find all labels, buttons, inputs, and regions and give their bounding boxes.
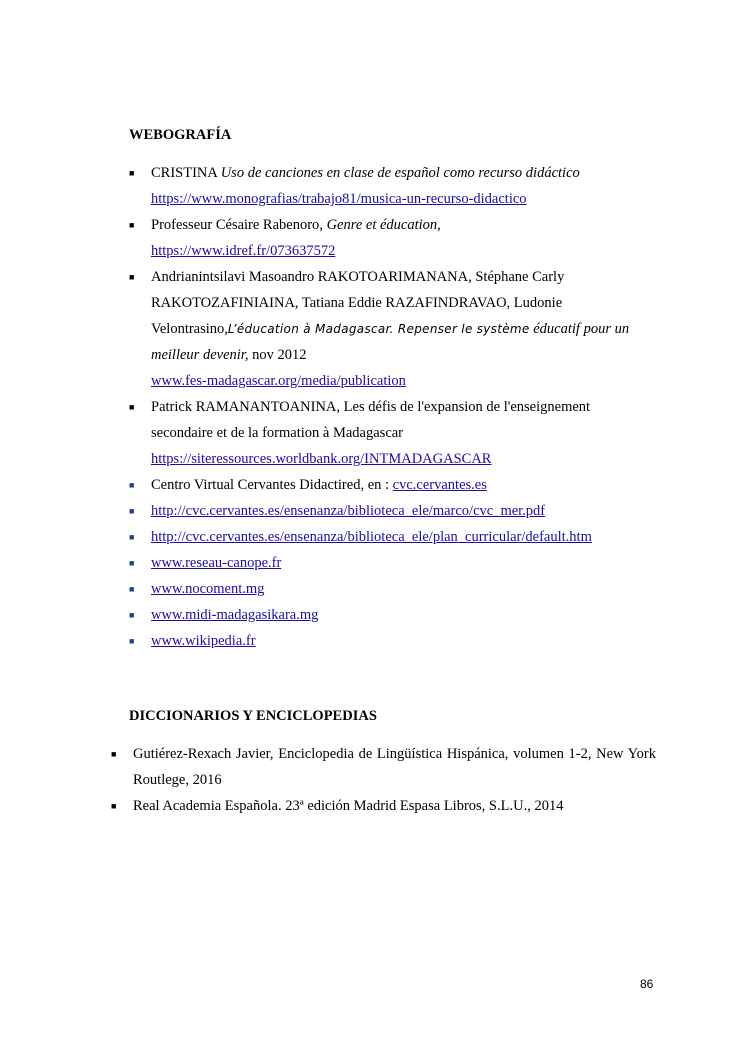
entry-link[interactable]: https://www.monografias/trabajo81/musica-un-recurso-didactico <box>151 191 527 207</box>
page-number: 86 <box>640 977 654 991</box>
entry-title-cont: meilleur devenir, <box>151 347 249 363</box>
section-title-diccionarios: DICCIONARIOS Y ENCICLOPEDIAS <box>129 708 377 724</box>
webografia-list <box>129 160 649 654</box>
bullet-icon: ■ <box>129 532 135 542</box>
diccionarios-list <box>111 741 656 819</box>
entry-suffix: , <box>437 217 441 233</box>
bullet-icon: ■ <box>111 749 117 759</box>
list-item <box>129 160 649 212</box>
list-item <box>129 264 649 394</box>
bullet-icon: ■ <box>129 558 135 568</box>
entry-author: Professeur Césaire Rabenoro, <box>151 217 327 233</box>
entry-link[interactable]: www.reseau-canope.fr <box>151 555 282 571</box>
entry-date: nov 2012 <box>248 347 307 363</box>
entry-link[interactable]: www.wikipedia.fr <box>151 633 256 649</box>
list-item <box>111 793 656 819</box>
bullet-icon: ■ <box>129 506 135 516</box>
entry-link[interactable]: www.midi-madagasikara.mg <box>151 607 319 623</box>
list-item <box>129 498 649 524</box>
entry-link[interactable]: https://www.idref.fr/073637572 <box>151 243 336 259</box>
entry-link[interactable]: www.nocoment.mg <box>151 581 265 597</box>
bullet-icon: ■ <box>129 584 135 594</box>
entry-text: Patrick RAMANANTOANINA, Les défis de l'expansion de l'enseignement <box>151 399 591 415</box>
entry-title: Genre et éducation <box>326 217 438 233</box>
entry-link[interactable]: https://siteressources.worldbank.org/INTMADAGASCAR <box>151 451 492 467</box>
bullet-icon: ■ <box>129 168 135 178</box>
bullet-icon: ■ <box>129 636 135 646</box>
entry-text: Centro Virtual Cervantes Didactired, en : <box>151 477 393 493</box>
entry-link[interactable]: cvc.cervantes.es <box>392 477 487 493</box>
entry-author-line: Andrianintsilavi Masoandro RAKOTOARIMANANA, Stéphane Carly <box>151 269 565 285</box>
bullet-icon: ■ <box>129 610 135 620</box>
bullet-icon: ■ <box>111 801 117 811</box>
list-item <box>129 602 649 628</box>
list-item <box>111 741 656 793</box>
entry-title-cont: éducatif pour un <box>529 321 630 337</box>
bullet-icon: ■ <box>129 272 135 282</box>
entry-text: Gutiérez-Rexach Javier, Enciclopedia de Lingüística Hispánica, volumen 1-2, New York Routlege, 2016 <box>133 746 656 788</box>
entry-link[interactable]: http://cvc.cervantes.es/ensenanza/biblioteca_ele/plan_curricular/default.htm <box>151 529 592 545</box>
bullet-icon: ■ <box>129 220 135 230</box>
entry-link[interactable]: www.fes-madagascar.org/media/publication <box>151 373 406 389</box>
list-item <box>129 628 649 654</box>
list-item <box>129 550 649 576</box>
entry-author: CRISTINA <box>151 165 221 181</box>
list-item <box>129 394 649 472</box>
bullet-icon: ■ <box>129 402 135 412</box>
entry-title: Uso de canciones en clase de español como recurso didáctico <box>220 165 580 181</box>
entry-text: Real Academia Española. 23ª edición Madrid Espasa Libros, S.L.U., 2014 <box>133 798 564 814</box>
section-title-webografia: WEBOGRAFÍA <box>129 127 232 143</box>
bullet-icon: ■ <box>129 480 135 490</box>
entry-title: L’éducation à Madagascar. Repenser le système <box>227 322 530 336</box>
entry-text: secondaire et de la formation à Madagascar <box>151 425 404 441</box>
entry-author-line: Velontrasino, <box>151 321 228 337</box>
list-item <box>129 524 649 550</box>
list-item <box>129 472 649 498</box>
list-item <box>129 212 649 264</box>
entry-author-line: RAKOTOZAFINIAINA, Tatiana Eddie RAZAFINDRAVAO, Ludonie <box>151 295 563 311</box>
entry-link[interactable]: http://cvc.cervantes.es/ensenanza/biblioteca_ele/marco/cvc_mer.pdf <box>151 503 546 519</box>
list-item <box>129 576 649 602</box>
